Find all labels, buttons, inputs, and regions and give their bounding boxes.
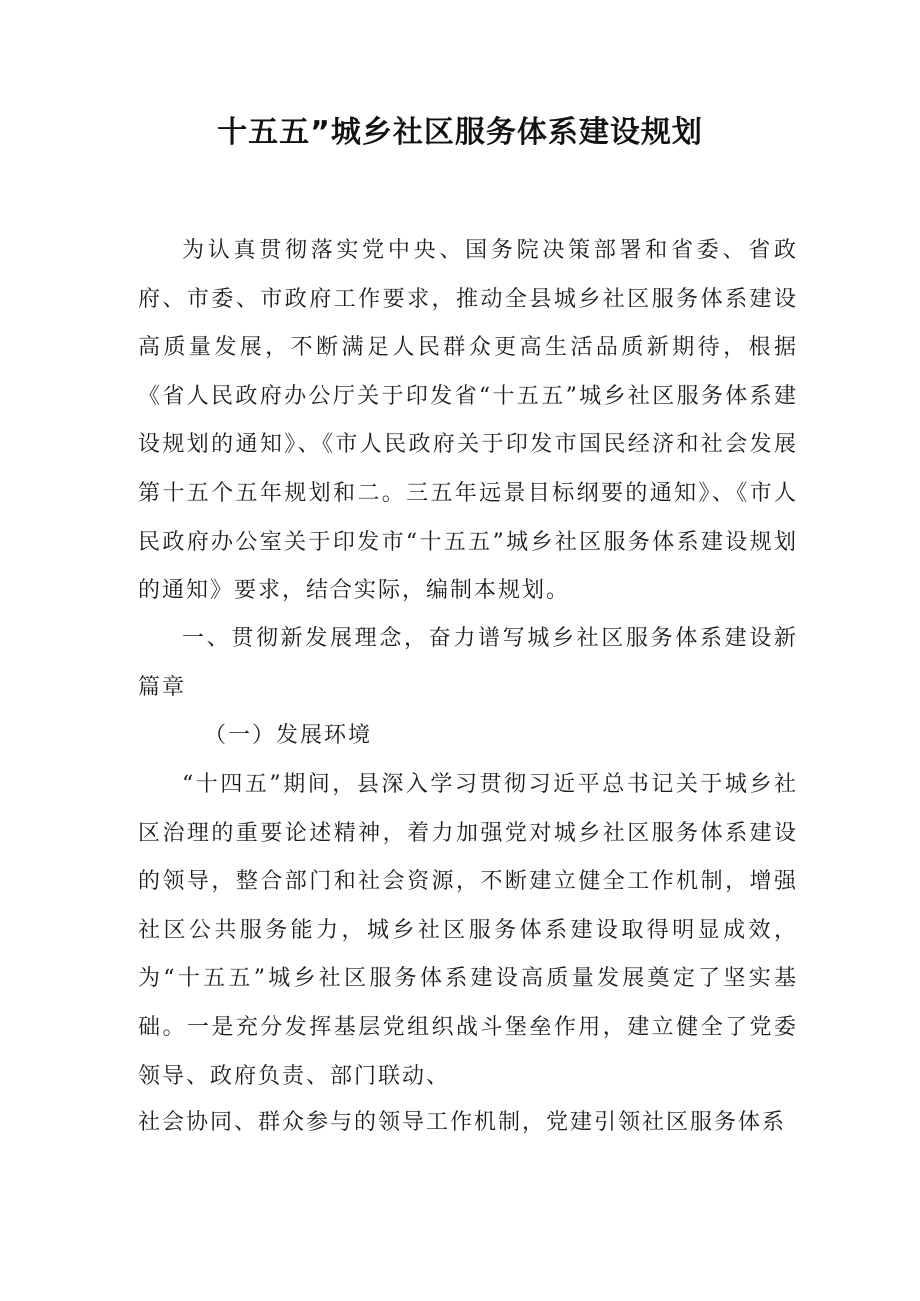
section-one-heading: 一、贯彻新发展理念，奋力谱写城乡社区服务体系建设新篇章 bbox=[138, 626, 798, 700]
environment-paragraph: “十四五”期间，县深入学习贯彻习近平总书记关于城乡社区治理的重要论述精神，着力加强党对城乡社区服务体系建设的领导，整合部门和社会资源，不断建立健全工作机制，增强社区公共服务能力，城乡社区服务体系建设取得明显成效，为“十五五”城乡社区服务体系建设高质量发展奠定了坚实基础。一是充分发挥基层党组织战斗堡垒作用，建立健全了党委领导、政府负责、部门联动、 bbox=[138, 772, 798, 1089]
intro-paragraph: 为认真贯彻落实党中央、国务院决策部署和省委、省政府、市委、市政府工作要求，推动全县城乡社区服务体系建设高质量发展，不断满足人民群众更高生活品质新期待，根据《省人民政府办公厅关于印发省“十五五”城乡社区服务体系建设规划的通知》、《市人民政府关于印发市国民经济和社会发展第十五个五年规划和二。三五年远景目标纲要的通知》、《市人民政府办公室关于印发市“十五五”城乡社区服务体系建设规划的通知》要求，结合实际，编制本规划。 bbox=[138, 238, 798, 604]
document-title: 十五五”城乡社区服务体系建设规划 bbox=[217, 115, 703, 150]
continuation-paragraph: 社会协同、群众参与的领导工作机制，党建引领社区服务体系 bbox=[138, 1110, 787, 1135]
subsection-heading: （一）发展环境 bbox=[204, 723, 373, 748]
